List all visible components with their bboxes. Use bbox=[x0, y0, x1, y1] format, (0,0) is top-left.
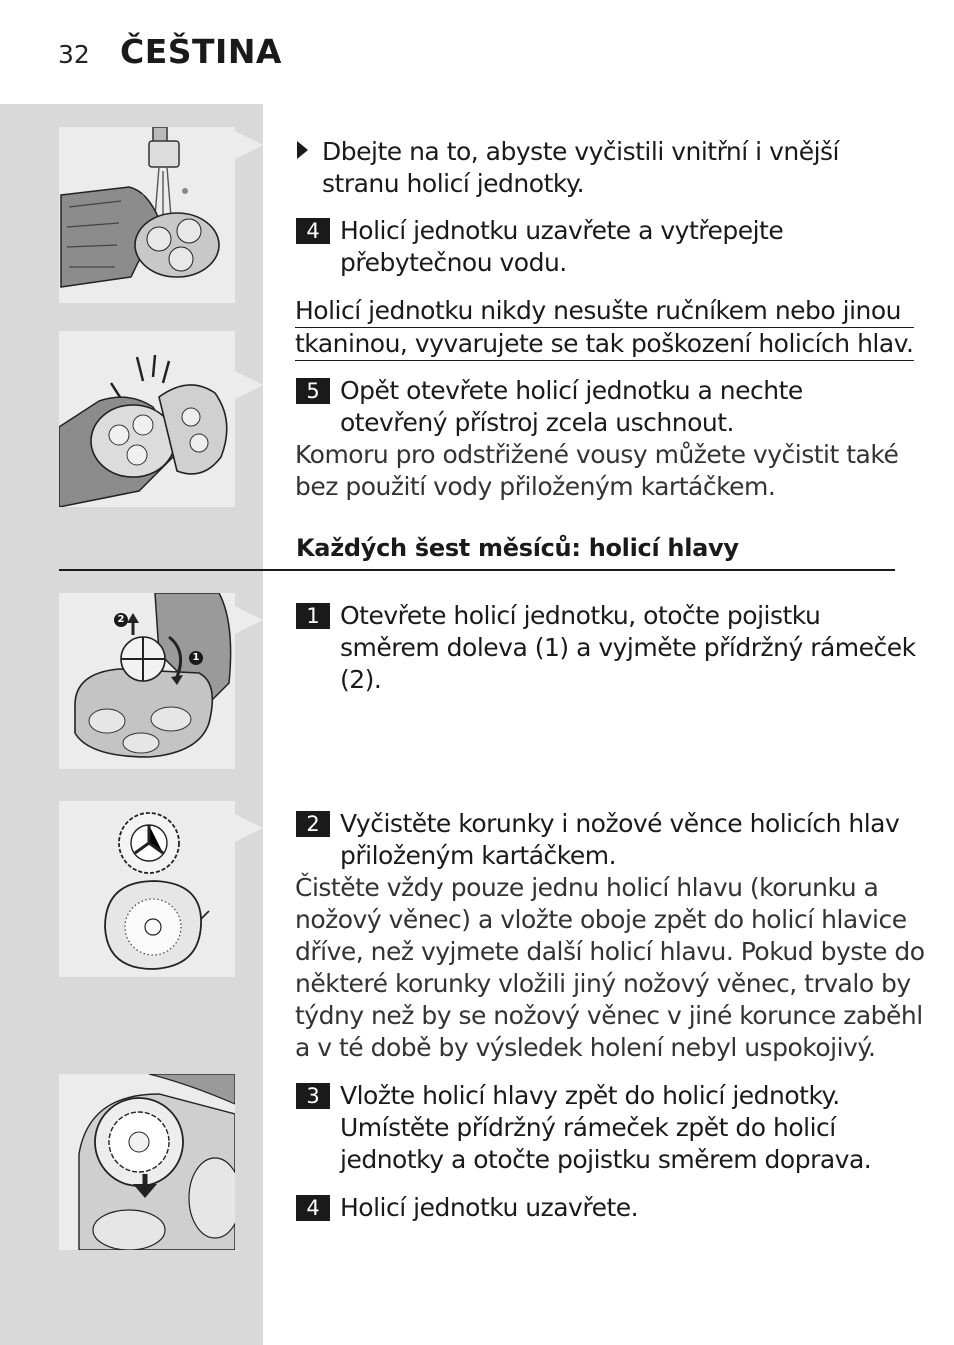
step-text-reinsert-heads bbox=[340, 1080, 871, 1176]
label-circle-1: 1 bbox=[189, 651, 203, 665]
warning-line: tkaninou, vyvarujete se tak poškození holicích hlav. bbox=[295, 328, 914, 361]
text-line: Holicí jednotku uzavřete a vytřepejte bbox=[340, 216, 784, 245]
section-title: Každých šest měsíců: holicí hlavy bbox=[296, 534, 739, 562]
text-line: Vyčistěte korunky i nožové věnce holicích hlav bbox=[340, 809, 900, 838]
text-line: bez použití vody přiloženým kartáčkem. bbox=[295, 472, 776, 501]
text-line: a v té době by výsledek holení nebyl uspokojivý. bbox=[295, 1033, 876, 1062]
warning-line: Holicí jednotku nikdy nesušte ručníkem nebo jinou bbox=[295, 295, 914, 328]
page-number: 32 bbox=[58, 40, 90, 69]
callout-pointer bbox=[235, 131, 263, 159]
illustration-cutter-guard bbox=[59, 801, 235, 977]
drying-open-unit-icon bbox=[59, 331, 235, 507]
page-language-title: ČEŠTINA bbox=[120, 32, 282, 71]
step-text-close-shake bbox=[340, 215, 783, 279]
text-line: přiloženým kartáčkem. bbox=[340, 841, 617, 870]
step-number-badge: 4 bbox=[296, 1195, 330, 1221]
step-text-open-let-dry bbox=[340, 375, 803, 439]
reinsert-heads-icon bbox=[59, 1074, 235, 1250]
text-line: nožový věnec) a vložte oboje zpět do holicí hlavice bbox=[295, 905, 907, 934]
text-line: Otevřete holicí jednotku, otočte pojistku bbox=[340, 601, 821, 630]
text-line: otevřený přístroj zcela uschnout. bbox=[340, 408, 734, 437]
text-line: Holicí jednotku uzavřete. bbox=[340, 1193, 639, 1222]
step-number-badge: 3 bbox=[296, 1083, 330, 1109]
text-line: přebytečnou vodu. bbox=[340, 248, 567, 277]
step-number-badge: 4 bbox=[296, 218, 330, 244]
step-text-remove-frame bbox=[340, 600, 916, 696]
text-line: týdny než by se nožový věnec v jiné korunce zaběhl bbox=[295, 1001, 923, 1030]
text-line: Komoru pro odstřižené vousy můžete vyčistit také bbox=[295, 440, 899, 469]
text-line: dříve, než vyjmete další holicí hlavu. Pokud byste do bbox=[295, 937, 925, 966]
step-text-close-unit bbox=[340, 1192, 638, 1224]
text-line: Umístěte přídržný rámeček zpět do holicí bbox=[340, 1113, 836, 1142]
text-line: jednotky a otočte pojistku směrem doprava. bbox=[340, 1145, 872, 1174]
text-line: (2). bbox=[340, 665, 382, 694]
bullet-text-clean-inside-outside bbox=[322, 136, 839, 200]
text-line: Dbejte na to, abyste vyčistili vnitřní i vnější bbox=[322, 137, 840, 166]
text-line: stranu holicí jednotky. bbox=[322, 169, 585, 198]
text-line: Opět otevřete holicí jednotku a nechte bbox=[340, 376, 803, 405]
bullet-marker bbox=[297, 141, 308, 159]
section-divider bbox=[59, 569, 895, 571]
illustration-unlock-frame bbox=[59, 593, 235, 769]
step-number-badge: 5 bbox=[296, 378, 330, 404]
text-line: Čistěte vždy pouze jednu holicí hlavu (korunku a bbox=[295, 873, 879, 902]
rinsing-shaver-icon bbox=[59, 127, 235, 303]
illustration-rinsing bbox=[59, 127, 235, 303]
warning-do-not-dry-with-towel bbox=[295, 295, 914, 361]
callout-pointer bbox=[235, 814, 263, 842]
illustration-drying bbox=[59, 331, 235, 507]
note-one-head-at-a-time bbox=[295, 872, 925, 1064]
illustration-reinsert bbox=[59, 1074, 235, 1250]
callout-pointer bbox=[235, 606, 263, 634]
step-number-badge: 1 bbox=[296, 603, 330, 629]
step-number-badge: 2 bbox=[296, 811, 330, 837]
note-hair-chamber bbox=[295, 439, 898, 503]
callout-pointer bbox=[235, 371, 263, 399]
step-text-clean-cutters bbox=[340, 808, 899, 872]
text-line: některé korunky vložili jiný nožový věnec, trvalo by bbox=[295, 969, 911, 998]
text-line: Vložte holicí hlavy zpět do holicí jednotky. bbox=[340, 1081, 840, 1110]
unlock-retaining-frame-icon bbox=[59, 593, 235, 769]
text-line: směrem doleva (1) a vyjměte přídržný rámeček bbox=[340, 633, 916, 662]
label-circle-2: 2 bbox=[114, 613, 128, 627]
cutter-and-guard-icon bbox=[59, 801, 235, 977]
